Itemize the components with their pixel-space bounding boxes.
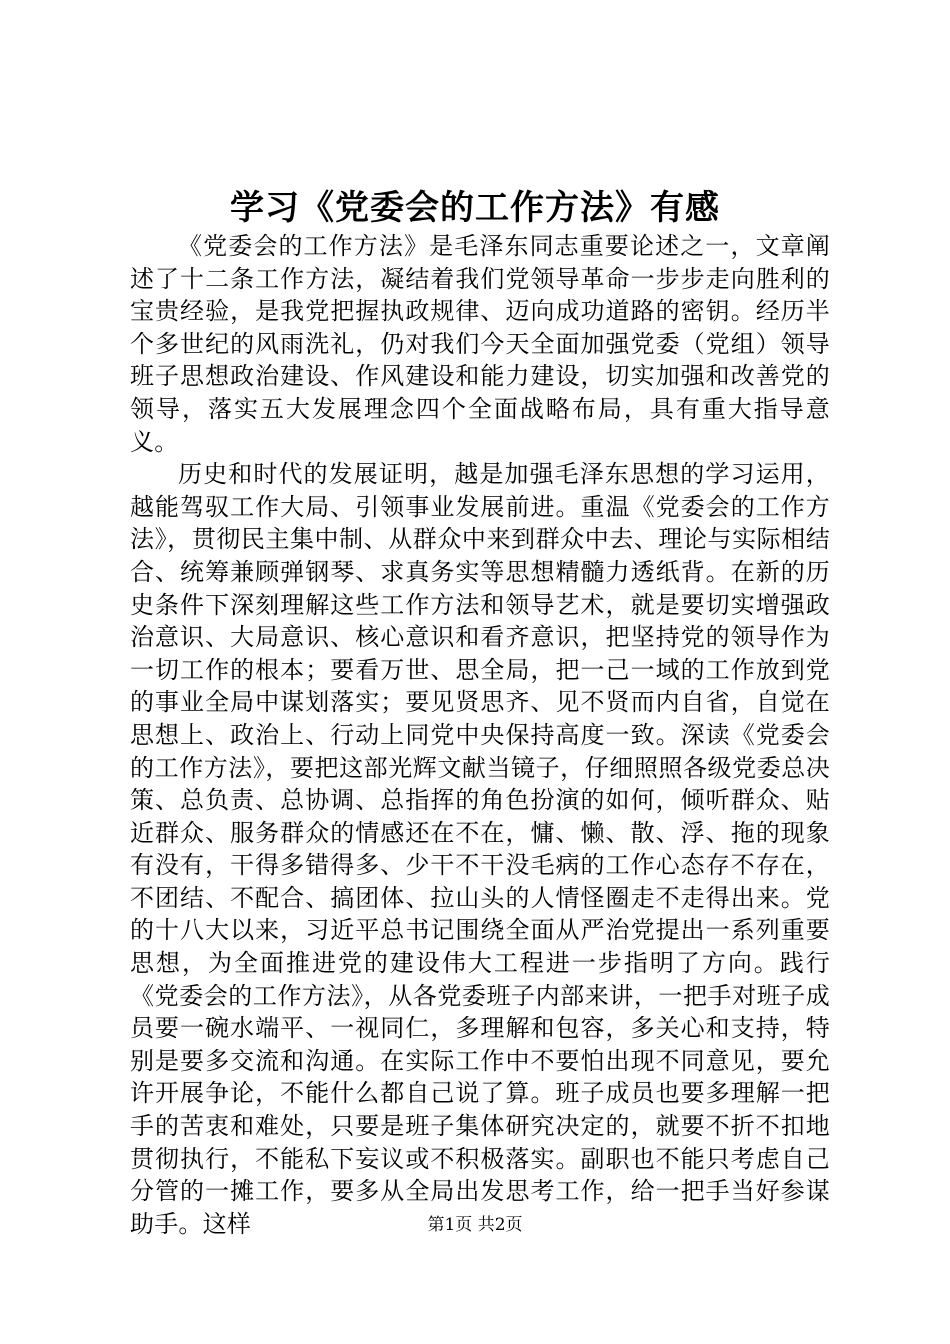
document-body	[130, 230, 830, 1240]
document-title: 学习《党委会的工作方法》有感	[230, 188, 720, 228]
page-number-footer: 第1页 共2页	[427, 1215, 523, 1235]
paragraph-1: 《党委会的工作方法》是毛泽东同志重要论述之一，文章阐述了十二条工作方法，凝结着我们党领导革命一步步走向胜利的宝贵经验，是我党把握执政规律、迈向成功道路的密钥。经历半个多世纪的风雨洗礼，仍对我们今天全面加强党委（党组）领导班子思想政治建设、作风建设和能力建设，切实加强和改善党的领导，落实五大发展理念四个全面战略布局，具有重大指导意义。	[130, 232, 830, 456]
paragraph-2: 历史和时代的发展证明，越是加强毛泽东思想的学习运用，越能驾驭工作大局、引领事业发展前进。重温《党委会的工作方法》，贯彻民主集中制、从群众中来到群众中去、理论与实际相结合、统筹兼顾弹钢琴、求真务实等思想精髓力透纸背。在新的历史条件下深刻理解这些工作方法和领导艺术，就是要切实增强政治意识、大局意识、核心意识和看齐意识，把坚持党的领导作为一切工作的根本；要看万世、思全局，把一己一域的工作放到党的事业全局中谋划落实；要见贤思齐、见不贤而内自省，自觉在思想上、政治上、行动上同党中央保持高度一致。深读《党委会的工作方法》，要把这部光辉文献当镜子，仔细照照各级党委总决策、总负责、总协调、总指挥的角色扮演的如何，倾听群众、贴近群众、服务群众的情感还在不在，慵、懒、散、浮、拖的现象有没有，干得多错得多、少干不干没毛病的工作心态存不存在，不团结、不配合、搞团体、拉山头的人情怪圈走不走得出来。党的十八大以来，习近平总书记围绕全面从严治党提出一系列重要思想，为全面推进党的建设伟大工程进一步指明了方向。践行《党委会的工作方法》，从各党委班子内部来讲，一把手对班子成员要一碗水端平、一视同仁，多理解和包容，多关心和支持，特别是要多交流和沟通。在实际工作中不要怕出现不同意见，要允许开展争论，不能什么都自己说了算。班子成员也要多理解一把手的苦衷和难处，只要是班子集体研究决定的，就要不折不扣地贯彻执行，不能私下妄议或不积极落实。副职也不能只考虑自己分管的一摊工作，要多从全局出发思考工作，给一把手当好参谋助手。这样	[130, 460, 830, 1238]
